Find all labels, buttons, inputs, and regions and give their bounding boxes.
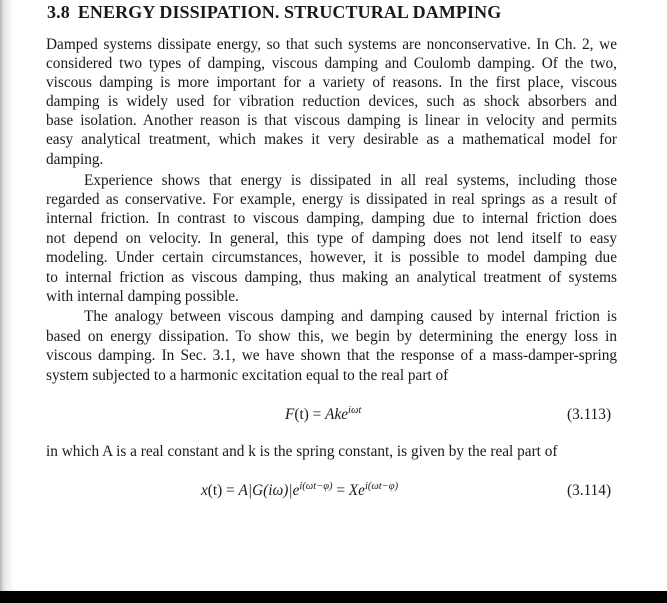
paragraph-2-line-4: not depend on velocity. In general, this type of damping does not lend itself to easy [46, 230, 617, 247]
scan-bottom-edge [0, 591, 667, 603]
paragraph-1-line-3: viscous damping is more important for a variety of reasons. In the first place, viscous [46, 74, 617, 91]
paragraph-2-line-2: regarded as conservative. For example, energy is dissipated in real springs as a result of [46, 191, 617, 208]
eq114-lhs: x [201, 482, 208, 499]
eq114-equals-2: = [332, 482, 349, 499]
paragraph-3-line-2: based on energy dissipation. To show this, we begin by determining the energy loss in [46, 328, 617, 345]
equation-3-113-expression [285, 405, 361, 424]
paragraph-1-line-7: damping. [46, 151, 104, 168]
eq114-magnitude: A|G(iω)|e [238, 482, 300, 499]
page-binding-shadow [0, 0, 14, 603]
paragraph-2-line-1: Experience shows that energy is dissipated in all real systems, including those [84, 172, 617, 189]
eq113-arg: (t) [294, 406, 309, 423]
eq113-exponent: iωt [348, 404, 362, 416]
section-heading [47, 2, 501, 23]
paragraph-3-line-4: system subjected to a harmonic excitation equal to the real part of [46, 367, 449, 384]
eq113-equals: = [308, 406, 326, 423]
paragraph-3-line-3: viscous damping. In Sec. 3.1, we have shown that the response of a mass-damper-spring [46, 347, 617, 364]
equation-3-113-number: (3.113) [567, 406, 612, 423]
eq114-exponent-2: i(ωt−φ) [364, 480, 399, 492]
paragraph-2-line-7: with internal damping possible. [46, 288, 239, 305]
eq114-equals-1: = [222, 482, 239, 499]
eq113-lhs: F [285, 406, 295, 423]
eq114-exponent-1: i(ωt−φ) [299, 480, 333, 492]
eq113-rhs: Ake [325, 406, 349, 423]
paragraph-1-line-6: easy analytical treatment, which makes it very desirable as a mathematical model for [46, 131, 617, 148]
equation-3-114-number: (3.114) [567, 482, 612, 499]
paragraph-1-line-4: damping is widely used for vibration reduction devices, such as shock absorbers and [46, 93, 617, 110]
equation-3-114-expression [201, 481, 398, 500]
paragraph-3-line-1: The analogy between viscous damping and damping caused by internal friction is [84, 308, 617, 325]
section-number: 3.8 [47, 2, 70, 22]
paragraph-4-line-1: in which A is a real constant and k is the spring constant, is given by the real part of [46, 443, 558, 460]
paragraph-2-line-6: to internal friction as viscous damping, thus making an analytical treatment of systems [46, 269, 617, 286]
paragraph-2-line-5: modeling. Under certain circumstances, however, it is possible to model damping due [46, 249, 617, 266]
paragraph-1-line-5: base isolation. Another reason is that viscous damping is linear in velocity and permits [46, 112, 617, 129]
paragraph-1-line-2: considered two types of damping, viscous damping and Coulomb damping. Of the two, [46, 55, 617, 72]
paragraph-1-line-1: Damped systems dissipate energy, so that such systems are nonconservative. In Ch. 2, we [46, 36, 617, 53]
paragraph-2-line-3: internal friction. In contrast to viscous damping, damping due to internal friction does [46, 210, 617, 227]
section-title: ENERGY DISSIPATION. STRUCTURAL DAMPING [77, 2, 502, 22]
eq114-rhs: Xe [348, 482, 365, 499]
eq114-arg: (t) [207, 482, 223, 499]
